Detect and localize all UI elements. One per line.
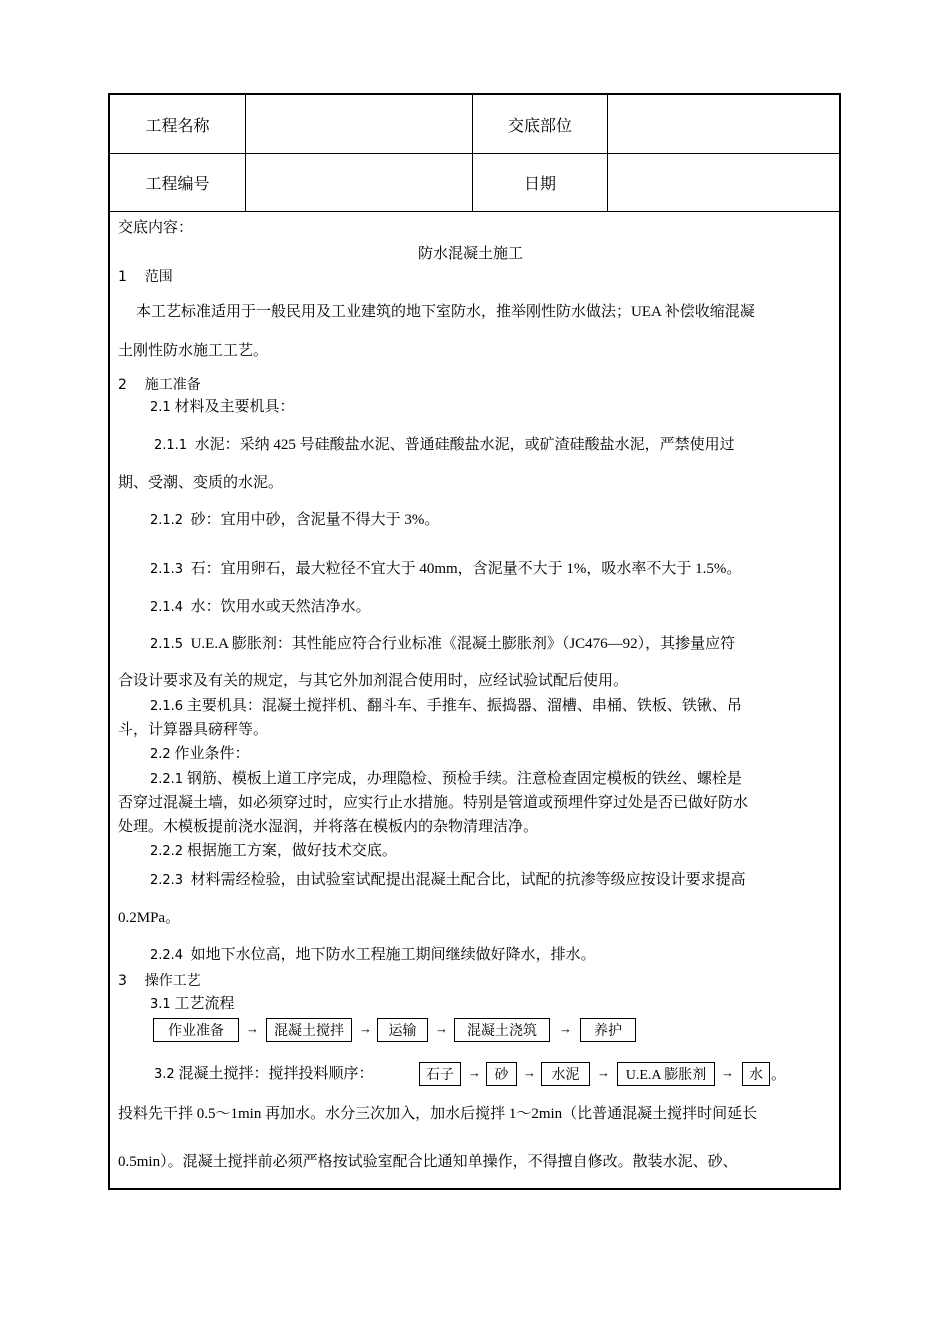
flow-arrow: → xyxy=(468,1065,481,1080)
item-2-1-3: 2.1.3 石：宜用卵石，最大粒径不宜大于 40mm，含泥量不大于 1%，吸水率不大于 1.5%。 xyxy=(150,561,742,577)
flow-arrow: → xyxy=(559,1021,572,1036)
form-header xyxy=(110,95,839,212)
section-2-heading: 2 施工准备 xyxy=(118,377,201,393)
item-2-1-5-line-2: 合设计要求及有关的规定，与其它外加剂混合使用时，应经试验试配后使用。 xyxy=(118,673,629,689)
item-2-2: 2.2 作业条件： xyxy=(150,746,250,762)
flow-arrow: → xyxy=(435,1021,448,1036)
mix-order-cement: 水泥 xyxy=(541,1062,590,1086)
date-field[interactable] xyxy=(608,154,839,212)
item-2-1-1-line-1: 2.1.1 水泥：采纳 425 号硅酸盐水泥、普通硅酸盐水泥，或矿渣硅酸盐水泥，严禁使用过 xyxy=(154,437,735,453)
mix-order-stone: 石子 xyxy=(419,1062,461,1086)
flow-arrow: → xyxy=(246,1021,259,1036)
mix-order-end: 。 xyxy=(771,1067,787,1083)
item-2-1-5-line-1: 2.1.5 U.E.A 膨胀剂：其性能应符合行业标准《混凝土膨胀剂》（JC476—92），其掺量应符 xyxy=(150,636,736,652)
item-2-2-3-line-2: 0.2MPa。 xyxy=(118,910,181,926)
flow-step-transport: 运输 xyxy=(377,1018,428,1042)
document-title: 防水混凝土施工 xyxy=(418,246,524,262)
item-2-2-2: 2.2.2 根据施工方案，做好技术交底。 xyxy=(150,843,397,859)
flow-step-prep: 作业准备 xyxy=(153,1018,239,1042)
section-1-text-1: 本工艺标准适用于一般民用及工业建筑的地下室防水，推举刚性防水做法；UEA 补偿收缩混凝 xyxy=(136,304,755,320)
section-3-heading: 3 操作工艺 xyxy=(118,973,201,989)
mix-order-sand: 砂 xyxy=(486,1062,517,1086)
item-3-2-label: 3.2 混凝土搅拌：搅拌投料顺序： xyxy=(154,1066,374,1082)
project-no-label: 工程编号 xyxy=(110,154,246,212)
item-3-2-text-1: 投料先干拌 0.5～1min 再加水。水分三次加入，加水后搅拌 1～2min（比普通混凝土搅拌时间延长 xyxy=(118,1106,758,1122)
flow-step-pouring: 混凝土浇筑 xyxy=(454,1018,550,1042)
project-no-field[interactable] xyxy=(246,154,473,212)
item-3-1: 3.1 工艺流程 xyxy=(150,996,235,1012)
item-2-1-6-line-2: 斗，计算器具磅秤等。 xyxy=(118,722,269,738)
handover-form xyxy=(108,93,841,1190)
item-3-2-text-2: 0.5min）。混凝土搅拌前必须严格按试验室配合比通知单操作，不得擅自修改。散装水泥、砂、 xyxy=(118,1154,738,1170)
item-2-1-4: 2.1.4 水：饮用水或天然洁净水。 xyxy=(150,599,371,615)
date-label: 日期 xyxy=(473,154,608,212)
flow-step-curing: 养护 xyxy=(580,1018,636,1042)
item-2-1: 2.1 材料及主要机具： xyxy=(150,399,295,415)
flow-step-mixing: 混凝土搅拌 xyxy=(266,1018,352,1042)
mix-order-water: 水 xyxy=(742,1062,770,1086)
flow-arrow: → xyxy=(359,1021,372,1036)
flow-arrow: → xyxy=(523,1065,536,1080)
project-name-label: 工程名称 xyxy=(110,95,246,154)
item-2-2-1-line-3: 处理。木模板提前浇水湿润，并将落在模板内的杂物清理洁净。 xyxy=(118,819,539,835)
mix-order-uea: U.E.A 膨胀剂 xyxy=(617,1062,715,1086)
section-1-text-2: 土刚性防水施工工艺。 xyxy=(118,343,269,359)
item-2-2-1-line-1: 2.2.1 钢筋、模板上道工序完成，办理隐检、预检手续。注意检查固定模板的铁丝、螺栓是 xyxy=(150,771,742,787)
item-2-2-1-line-2: 否穿过混凝土墙，如必须穿过时，应实行止水措施。特别是管道或预埋件穿过处是否已做好防水 xyxy=(118,795,749,811)
item-2-1-2: 2.1.2 砂：宜用中砂，含泥量不得大于 3%。 xyxy=(150,512,440,528)
flow-arrow: → xyxy=(721,1065,734,1080)
item-2-1-1-line-2: 期、受潮、变质的水泥。 xyxy=(118,475,284,491)
item-2-1-6-line-1: 2.1.6 主要机具：混凝土搅拌机、翻斗车、手推车、振捣器、溜槽、串桶、铁板、铁锹、吊 xyxy=(150,698,742,714)
project-name-field[interactable] xyxy=(246,95,473,154)
item-2-2-4: 2.2.4 如地下水位高，地下防水工程施工期间继续做好降水，排水。 xyxy=(150,947,596,963)
content-label: 交底内容： xyxy=(118,220,194,236)
handover-part-label: 交底部位 xyxy=(473,95,608,154)
handover-part-field[interactable] xyxy=(608,95,839,154)
handover-content xyxy=(110,212,839,1188)
flow-arrow: → xyxy=(597,1065,610,1080)
section-1-heading: 1 范围 xyxy=(118,269,173,285)
item-2-2-3-line-1: 2.2.3 材料需经检验，由试验室试配提出混凝土配合比，试配的抗渗等级应按设计要求提高 xyxy=(150,872,746,888)
